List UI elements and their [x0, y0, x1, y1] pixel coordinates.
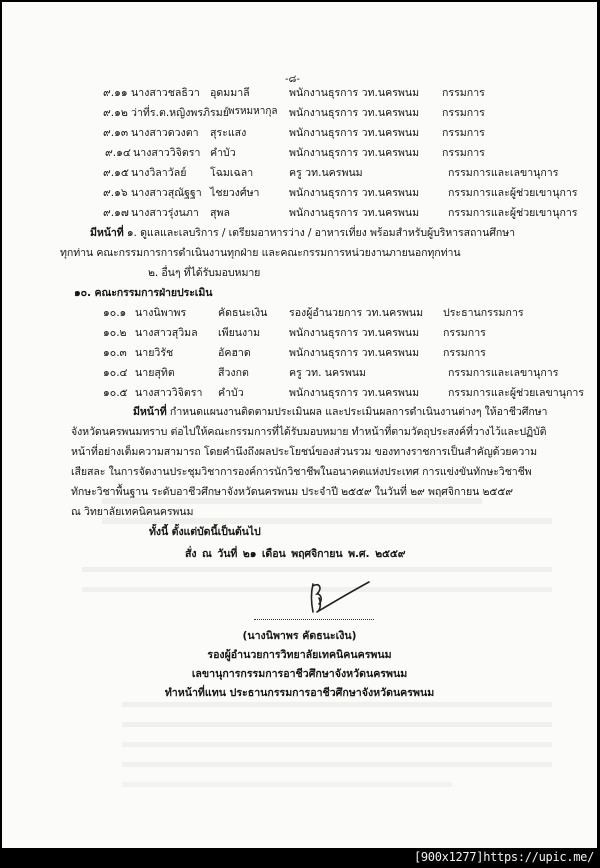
row-no: ๑๐.๔: [103, 367, 128, 379]
row-role: กรรมการ: [442, 87, 485, 99]
row-no: ๑๐.๒: [103, 327, 127, 339]
row-surname: อุดมมาลี: [210, 87, 250, 99]
row-surname: โฉมเฉลา: [210, 167, 254, 179]
row-name: นางสาวสุวิมล: [135, 327, 198, 339]
row-surname: คัดธนะเงิน: [218, 307, 268, 319]
row-no: ๑๐.๕: [103, 387, 128, 399]
signature-line: [254, 619, 374, 620]
duty-line: จังหวัดนครพนมทราบ ต่อไปให้คณะกรรมการที่ได้รับมอบหมาย ทำหน้าที่ตามวัตถุประสงค์ที่วางไว้และปฏิบัติ: [71, 426, 547, 438]
row-no: ๙.๑๑: [103, 87, 128, 99]
duty-label: มีหน้าที่: [133, 406, 167, 418]
duty-line: ๒. อื่นๆ ที่ได้รับมอบหมาย: [148, 267, 261, 279]
row-no: ๙.๑๕: [103, 167, 129, 179]
signer-title: รองผู้อำนวยการวิทยาลัยเทคนิคนครพนม: [207, 649, 392, 661]
row-position: ครู วท. นครพนม: [289, 367, 367, 379]
row-no: ๙.๑๓: [103, 127, 129, 139]
row-position: พนักงานธุรการ วท.นครพนม: [289, 347, 420, 359]
row-role: กรรมการ: [443, 347, 486, 359]
row-surname: อัคฮาด: [218, 347, 251, 359]
row-surname: สุระแสง: [210, 127, 247, 139]
section10-title: ๑๐. คณะกรรมการฝ่ายประเมิน: [74, 287, 213, 299]
row-surname: สุพล: [210, 207, 230, 219]
signer-title: ทำหน้าที่แทน ประธานกรรมการอาชีวศึกษาจังหวัดนครพนม: [164, 687, 435, 699]
duty-label: มีหน้าที่: [90, 227, 124, 239]
duty-line: หน้าที่อย่างเต็มความสามารถ โดยคำนึงถึงผลประโยชน์ของส่วนรวม ของทางราชการเป็นสำคัญด้วยความ: [71, 446, 537, 458]
row-position: ครู วท.นครพนม: [289, 167, 363, 179]
watermark-text: [900x1277]https://upic.me/: [413, 850, 594, 864]
row-no: ๙.๑๒: [103, 107, 128, 119]
row-name: นางวิลาวัลย์: [131, 167, 187, 179]
row-name: นางสาววิจิตรา: [135, 387, 203, 399]
signer-name: (นางนิพาพร คัดธนะเงิน): [242, 630, 357, 642]
row-name: ว่าที่ร.ต.หญิงพรภิรมย์: [131, 107, 229, 119]
row-position: พนักงานธุรการ วท.นครพนม: [289, 387, 420, 399]
row-no: ๙.๑๗: [103, 207, 129, 219]
row-surname: สีวงกต: [218, 367, 249, 379]
signer-title: เลขานุการกรรมการอาชีวศึกษาจังหวัดนครพนม: [191, 668, 408, 680]
row-name: นางนิพาพร: [135, 307, 187, 319]
row-position: พนักงานธุรการ วท.นครพนม: [289, 107, 420, 119]
row-name: นางสาวดวงตา: [131, 127, 199, 139]
row-role: กรรมการ: [442, 147, 485, 159]
row-surname: พรหมหากุล: [228, 106, 278, 117]
row-name: นางสาวสุณัฐฐา: [131, 187, 202, 199]
row-position: พนักงานธุรการ วท.นครพนม: [289, 87, 420, 99]
row-no: ๙.๑๔: [105, 147, 131, 159]
image-footer-bar: [0, 848, 600, 868]
row-position: พนักงานธุรการ วท.นครพนม: [289, 147, 420, 159]
order-date: สั่ง ณ วันที่ ๒๑ เดือน พฤศจิกายน พ.ศ. ๒๕๕๙: [185, 548, 406, 560]
row-surname: เพียนงาม: [218, 327, 261, 339]
row-name: นางสาววิจิตรา: [133, 147, 201, 159]
page-number: -๘-: [285, 74, 300, 85]
row-role: กรรมการ: [443, 327, 486, 339]
row-position: พนักงานธุรการ วท.นครพนม: [289, 187, 420, 199]
row-role: กรรมการและผู้ช่วยเขานุการ: [448, 187, 578, 199]
row-name: นายวิรัช: [135, 347, 174, 359]
row-surname: คำบัว: [210, 147, 236, 159]
row-surname: คำบัว: [218, 387, 244, 399]
duty-line: เสียสละ ในการจัดงานประชุมวิชาการองค์การนักวิชาชีพในอนาคตแห่งประเทศ การแข่งขันทักษะวิชาชีพ: [71, 466, 532, 478]
row-position: พนักงานธุรการ วท.นครพนม: [289, 207, 420, 219]
row-name: นางสาวรุ่งนภา: [131, 207, 199, 219]
duty-line: ทุกท่าน คณะกรรมการการดำเนินงานทุกฝ่าย และคณะกรรมการหน่วยงานภายนอกทุกท่าน: [60, 247, 461, 259]
row-position: พนักงานธุรการ วท.นครพนม: [289, 327, 420, 339]
document-page: [2, 2, 597, 848]
section10-duty: [133, 405, 547, 419]
section9-duty: [90, 226, 515, 240]
duty-line: ณ วิทยาลัยเทคนิคนครพนม: [71, 506, 194, 518]
row-role: กรรมการและผู้ช่วยเลขานุการ: [448, 387, 584, 399]
row-role: กรรมการและเลขานุการ: [448, 367, 559, 379]
row-no: ๙.๑๖: [103, 187, 128, 199]
row-name: นายสุทิต: [135, 367, 175, 379]
duty-line: ๑. ดูแลและเลบริการ / เตรียมอาหารว่าง / อาหารเที่ยง พร้อมสำหรับผู้บริหารสถานศึกษา: [126, 227, 515, 239]
row-role: กรรมการและผู้ช่วยเขานุการ: [448, 207, 578, 219]
row-surname: ไชยวงศ์ษา: [210, 187, 260, 199]
row-no: ๑๐.๓: [103, 347, 127, 359]
row-position: พนักงานธุรการ วท.นครพนม: [289, 127, 420, 139]
row-role: กรรมการและเลขานุการ: [448, 167, 559, 179]
row-no: ๑๐.๑: [103, 307, 127, 319]
effective-statement: ทั้งนี้ ตั้งแต่บัดนี้เป็นต้นไป: [149, 526, 261, 538]
row-role: ประธานกรรมการ: [443, 307, 524, 319]
signature-mark: [307, 578, 377, 620]
duty-line: ทักษะวิชาพื้นฐาน ระดับอาชีวศึกษาจังหวัดนครพนม ประจำปี ๒๕๕๙ ในวันที่ ๒๙ พฤศจิกายน ๒๕๕๙: [71, 486, 513, 498]
row-name: นางสาวชลธิวา: [131, 87, 200, 99]
duty-line: กำหนดแผนงานติดตามประเมินผล และประเมินผลการดำเนินงานต่างๆ ให้อาชีวศึกษา: [169, 406, 548, 418]
row-position: รองผู้อำนวยการ วท.นครพนม: [289, 307, 424, 319]
row-role: กรรมการ: [442, 107, 485, 119]
row-role: กรรมการ: [442, 127, 485, 139]
